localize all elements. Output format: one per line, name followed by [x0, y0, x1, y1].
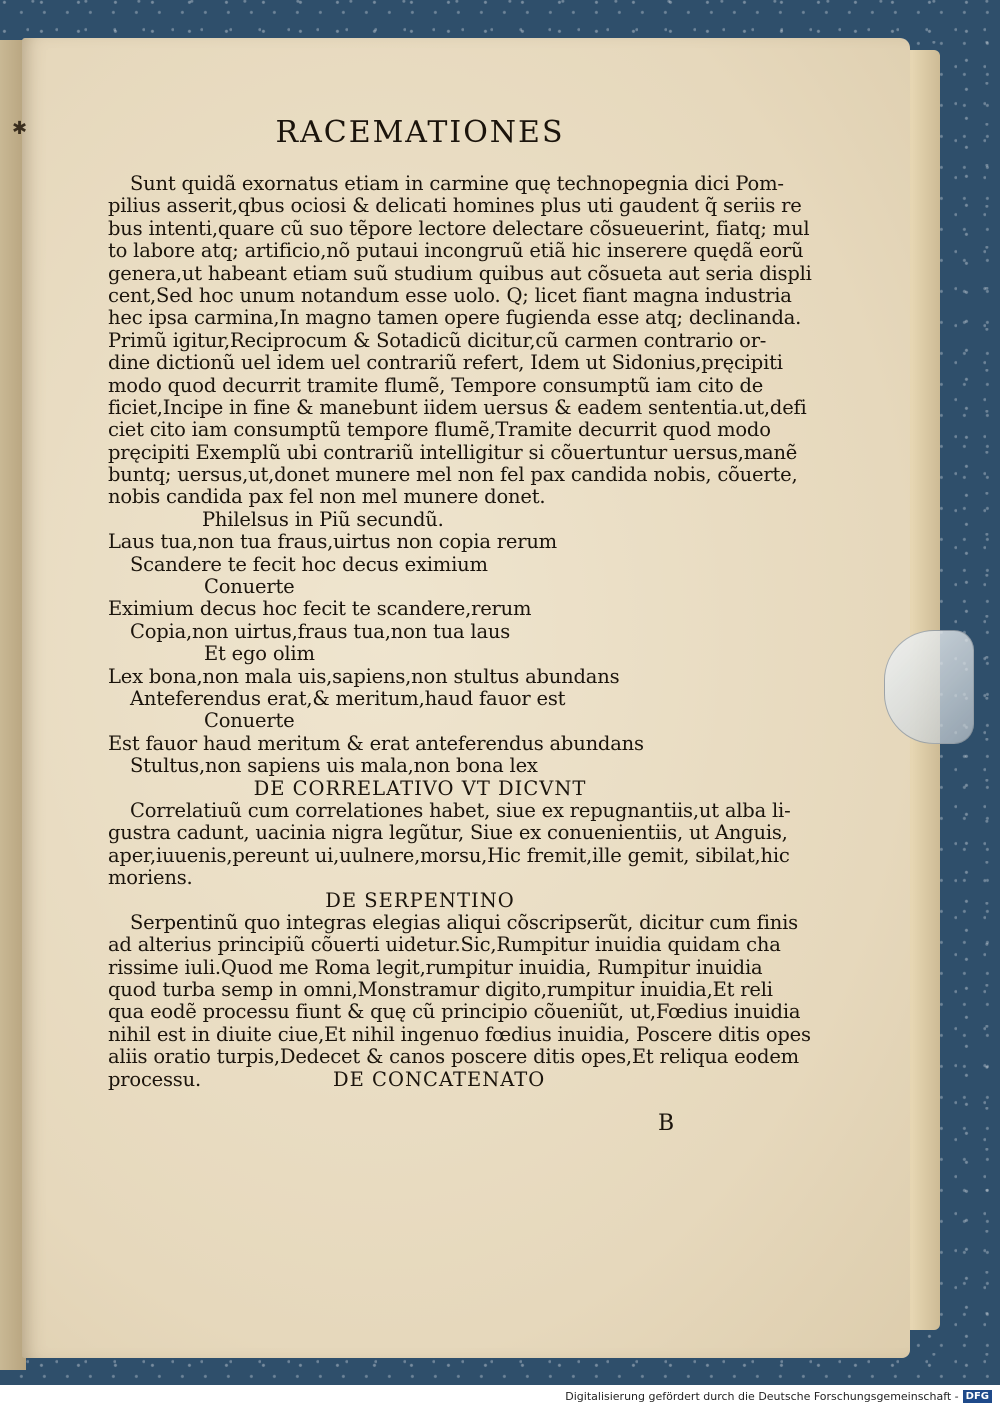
text-line: gustra cadunt, uacinia nigra legũtur, Siue ex conuenientiis, ut Anguis,	[108, 821, 788, 845]
text-line: qua eodẽ processu fiunt & quę cũ principio cõueniũt, ut,Fœdius inuidia	[108, 1000, 801, 1024]
text-line: bus intenti,quare cũ suo tẽpore lectore delectare cõsueuerint, fiatq; mul	[108, 216, 810, 240]
text-line: cent,Sed hoc unum notandum esse uolo. Q; licet fiant magna industria	[108, 283, 792, 307]
poem-line: Eximium decus hoc fecit te scandere,rerum	[108, 597, 532, 621]
poem	[108, 531, 732, 777]
poem-line: Anteferendus erat,& meritum,haud fauor est	[130, 686, 566, 710]
margin-mark-icon: ✱	[12, 118, 28, 139]
text-line: moriens.	[108, 866, 193, 890]
paragraph-technopegnia	[108, 172, 812, 509]
text-line: Sunt quidã exornatus etiam in carmine quę technopegnia dici Pom-	[130, 172, 784, 195]
section-title-concatenato: DE CONCATENATO	[332, 1067, 546, 1091]
last-line	[108, 1069, 732, 1091]
text-line: Serpentinũ quo integras elegias aliqui cõscripserũt, dicitur cum finis	[130, 910, 798, 934]
text-line: ad alterius principiũ cõuerti uidetur.Sic,Rumpitur inuidia quidam cha	[108, 933, 781, 957]
text-line: Primũ igitur,Reciprocum & Sotadicũ dicitur,cũ carmen contrario or-	[108, 328, 767, 352]
paragraph-correlativo	[108, 798, 791, 890]
text-line: nobis candida pax fel non mel munere donet.	[108, 485, 546, 509]
footer-credit	[565, 1387, 992, 1405]
text-line-end: processu.	[108, 1067, 201, 1091]
poem-line: Scandere te fecit hoc decus eximium	[130, 552, 488, 576]
text-line: genera,ut habeant etiam suũ studium quibus aut cõsueta aut seria displi	[108, 261, 812, 285]
text-line: buntq; uersus,ut,donet munere mel non fel pax candida nobis, cõuerte,	[108, 463, 798, 487]
text-line: aper,iuuenis,pereunt ui,uulnere,morsu,Hic fremit,ille gemit, sibilat,hic	[108, 843, 790, 867]
text-line: to labore atq; artificio,nõ putaui incongruũ etiã hic inserere quędã eorũ	[108, 239, 804, 263]
text-line: quod turba semp in omni,Monstramur digito,rumpitur inuidia,Et reli	[108, 978, 773, 1002]
poem-line: Est fauor haud meritum & erat anteferendus abundans	[108, 731, 644, 755]
text-line: dine dictionũ uel idem uel contrariũ refert, Idem ut Sidonius,pręcipiti	[108, 351, 783, 375]
page-text	[108, 113, 812, 1091]
text-line: pilius asserit,qbus ociosi & delicati homines plus uti gaudent q̃ seriis re	[108, 194, 802, 218]
text-line: nihil est in diuite ciue,Et nihil ingenuo fœdius inuidia, Poscere ditis opes	[108, 1022, 811, 1046]
section-title-serpentino: DE SERPENTINO	[325, 888, 515, 912]
poem-line: Et ego olim	[204, 642, 315, 666]
dfg-logo: DFG	[963, 1390, 992, 1403]
page-heading: RACEMATIONES	[275, 115, 565, 150]
text-line: modo quod decurrit tramite flumẽ, Tempore consumptũ iam cito de	[108, 373, 764, 397]
poem-line: Lex bona,non mala uis,sapiens,non stultus abundans	[108, 664, 620, 688]
poem-line: Conuerte	[204, 575, 295, 599]
poem-line: Stultus,non sapiens uis mala,non bona lex	[130, 754, 538, 778]
paper-clip	[884, 630, 974, 744]
footer-credit-text: Digitalisierung gefördert durch die Deutsche Forschungsgemeinschaft -	[565, 1389, 959, 1403]
text-line: rissime iuli.Quod me Roma legit,rumpitur inuidia, Rumpitur inuidia	[108, 955, 763, 979]
poem-line: Conuerte	[204, 709, 295, 733]
poem-line: Copia,non uirtus,fraus tua,non tua laus	[130, 619, 511, 643]
section-title-correlativo: DE CORRELATIVO VT DICVNT	[253, 776, 587, 800]
text-line: pręcipiti Exemplũ ubi contrariũ intelligitur si cõuertuntur uersus,manẽ	[108, 440, 798, 464]
text-line: aliis oratio turpis,Dedecet & canos poscere ditis opes,Et reliqua eodem	[108, 1045, 799, 1069]
text-line: Correlatiuũ cum correlationes habet, siue ex repugnantiis,ut alba li-	[130, 798, 791, 822]
signature-mark: B	[658, 1111, 675, 1136]
paragraph-serpentino	[108, 910, 811, 1091]
poem-line: Laus tua,non tua fraus,uirtus non copia rerum	[108, 530, 557, 554]
text-line: hec ipsa carmina,In magno tamen opere fugienda esse atq; declinanda.	[108, 306, 802, 330]
poem-title: Philelsus in Piũ secundũ.	[202, 507, 444, 531]
text-line: ciet cito iam consumptũ tempore flumẽ,Tramite decurrit quod modo	[108, 418, 771, 442]
text-line: ficiet,Incipe in fine & manebunt iidem uersus & eadem sententia.ut,defi	[108, 395, 807, 419]
